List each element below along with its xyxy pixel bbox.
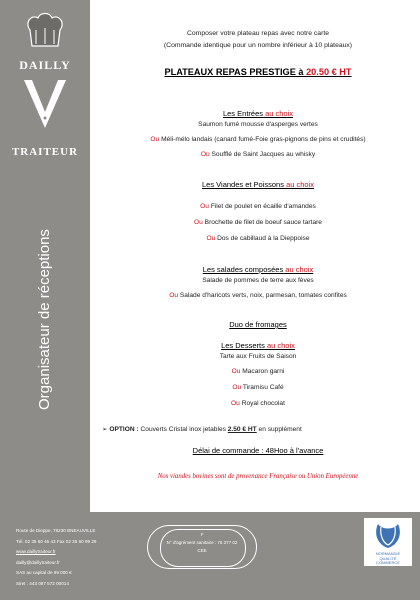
stamp-inner-ring bbox=[160, 529, 246, 567]
stamp-bottom: CEE bbox=[197, 548, 207, 553]
menu-title: PLATEAUX REPAS PRESTIGE à 20.50 € HT bbox=[164, 67, 352, 77]
option-line: ➢ OPTION : Couverts Cristal inox jetables 2.50 € HT en supplément bbox=[102, 426, 302, 433]
section-viandes-heading: Les Viandes et Poissons au choix bbox=[201, 180, 315, 189]
footer-email[interactable]: dailly@daillytraiteur.fr bbox=[16, 559, 60, 565]
list-item: Ou Royal chocolat bbox=[231, 400, 285, 407]
list-item: Ou Soufflé de Saint Jacques au whisky bbox=[200, 151, 316, 158]
list-item: Ou Dos de cabillaud à la Dieppoise bbox=[206, 235, 310, 242]
badge-text: NORMANDIE QUALITÉ COMMERCE bbox=[375, 551, 401, 565]
list-item: Ou Méli-mélo landais (canard fumé-Foie gras-pignons de pins et crudités) bbox=[150, 136, 366, 143]
footer-siret: Siret : 443 087 572 00014 bbox=[16, 580, 69, 586]
section-salades-heading: Les salades composées au choix bbox=[202, 265, 314, 274]
list-item: Saumon fumé mousse d'asperges vertes bbox=[198, 121, 318, 128]
list-item: Ou Filet de poulet en écaille d'amandes bbox=[200, 203, 316, 210]
footer-phone: Tél. 02 35 60 45 43 Fax 02 35 60 99 29 bbox=[16, 538, 97, 544]
footer-address: Route de Dieppe, 76230 BNEAUVILLE bbox=[16, 528, 96, 533]
list-item: Ou Brochette de filet de boeuf sauce tartare bbox=[194, 219, 322, 226]
section-desserts-heading: Les Desserts au choix bbox=[221, 341, 295, 350]
stamp-mid: N° d'agrément sanitaire : 76 377 02 bbox=[166, 540, 238, 545]
intro-line-1: Composer votre plateau repas avec notre carte bbox=[186, 30, 330, 37]
delai-line: Délai de commande : 48Hoo à l'avance bbox=[192, 446, 324, 455]
footnote: Nos viandes bovines sont de provenance Française ou Union Européenne bbox=[157, 473, 359, 480]
list-item: Salade de pommes de terre aux fèves bbox=[202, 277, 314, 284]
sanitary-stamp bbox=[147, 525, 257, 569]
footer-web[interactable]: www.daillytraiteur.fr bbox=[16, 549, 56, 554]
list-item: Ou Salade d'haricots verts, noix, parmesan, tomates confites bbox=[169, 292, 347, 299]
footer-sas: SAS au capital de 69 000 € bbox=[16, 570, 72, 575]
list-item: Ou Tiramisu Café bbox=[232, 384, 284, 391]
chef-jacket-icon bbox=[22, 78, 68, 130]
chef-hat-icon bbox=[22, 10, 68, 50]
footer-contact bbox=[16, 526, 96, 589]
intro-line-2: (Commande identique pour un nombre inférieur à 10 plateaux) bbox=[163, 42, 353, 49]
list-item: Ou Macaron garni bbox=[231, 368, 285, 375]
section-entrees-heading: Les Entrées au choix bbox=[222, 109, 294, 118]
list-item: Tarte aux Fruits de Saison bbox=[219, 353, 297, 360]
stamp-top: F bbox=[200, 532, 204, 537]
sidebar-panel bbox=[0, 0, 90, 512]
brand-name: DAILLY bbox=[19, 58, 71, 72]
brand-subtitle: TRAITEUR bbox=[11, 146, 79, 158]
footer bbox=[0, 512, 420, 600]
menu-price: 20.50 € HT bbox=[306, 67, 352, 77]
quality-badge bbox=[364, 518, 412, 566]
quality-logo-icon bbox=[364, 518, 412, 552]
section-fromages-heading: Duo de fromages bbox=[229, 320, 287, 329]
brand-tagline: Organisateur de réceptions bbox=[36, 229, 53, 410]
